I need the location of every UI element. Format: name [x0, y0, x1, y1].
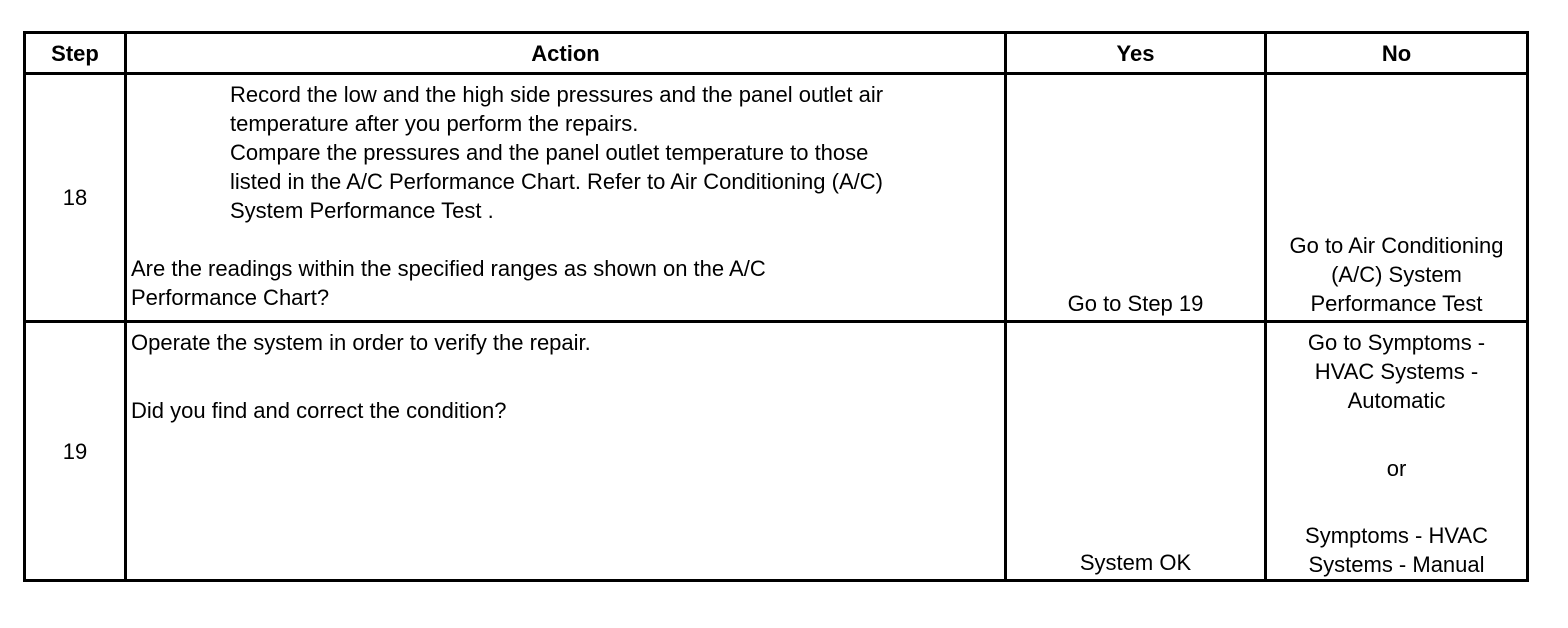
diagnostic-table	[23, 31, 1529, 582]
action-line: Operate the system in order to verify the repair.	[131, 330, 591, 355]
no-cell	[1266, 322, 1528, 581]
no-line: Automatic	[1347, 388, 1446, 413]
table-row-step-18	[25, 74, 1528, 322]
no-line: (A/C) System	[1331, 262, 1462, 287]
no-line: Go to Air Conditioning	[1289, 233, 1504, 258]
header-yes: Yes	[1006, 33, 1266, 74]
no-or: or	[1386, 456, 1407, 481]
question-line: Did you find and correct the condition?	[131, 398, 507, 423]
step-number: 18	[25, 74, 126, 322]
no-line: Systems - Manual	[1308, 552, 1485, 577]
action-line: Compare the pressures and the panel outlet temperature to those	[230, 140, 869, 165]
no-line: HVAC Systems -	[1314, 359, 1479, 384]
no-cell	[1266, 74, 1528, 322]
yes-cell	[1006, 322, 1266, 581]
yes-text: Go to Step 19	[1067, 291, 1204, 316]
header-step: Step	[25, 33, 126, 74]
header-action: Action	[126, 33, 1006, 74]
action-line: listed in the A/C Performance Chart. Refer to Air Conditioning (A/C)	[230, 169, 883, 194]
action-line: System Performance Test .	[230, 198, 494, 223]
step-number: 19	[25, 322, 126, 581]
yes-text: System OK	[1079, 550, 1192, 575]
no-line: Go to Symptoms -	[1307, 330, 1486, 355]
yes-cell	[1006, 74, 1266, 322]
no-line: Performance Test	[1310, 291, 1483, 316]
action-line: Record the low and the high side pressures and the panel outlet air	[230, 82, 884, 107]
action-cell	[126, 322, 1006, 581]
header-no: No	[1266, 33, 1528, 74]
action-line: temperature after you perform the repairs.	[230, 111, 639, 136]
table-row-step-19	[25, 322, 1528, 581]
no-line: Symptoms - HVAC	[1305, 523, 1488, 548]
action-cell	[126, 74, 1006, 322]
header-row	[25, 33, 1528, 74]
question-line: Performance Chart?	[131, 285, 330, 310]
question-line: Are the readings within the specified ranges as shown on the A/C	[131, 256, 766, 281]
